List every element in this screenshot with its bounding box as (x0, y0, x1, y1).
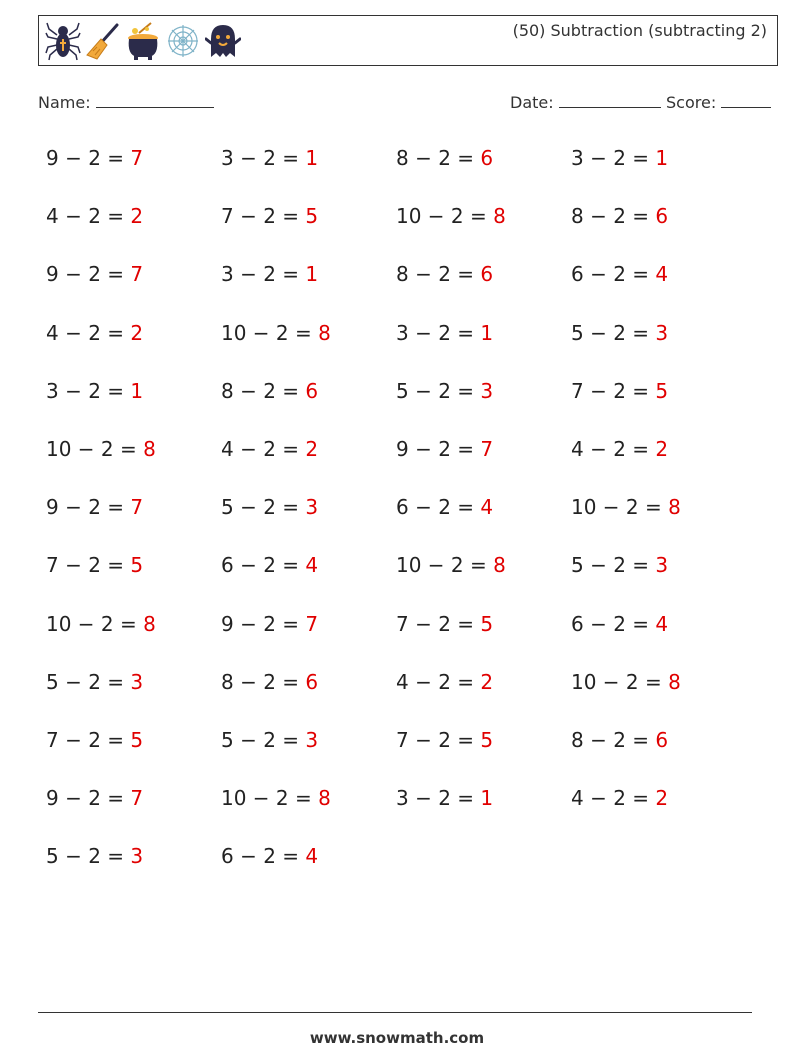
problem-item (46, 786, 143, 810)
problem-question: 10 − 2 = (396, 204, 487, 229)
problem-answer: 1 (480, 786, 494, 811)
problem-item (221, 321, 331, 345)
problem-question: 4 − 2 = (46, 204, 125, 229)
problem-question: 9 − 2 = (46, 495, 125, 520)
problem-question: 7 − 2 = (46, 553, 125, 578)
problem-question: 7 − 2 = (396, 728, 475, 752)
problem-answer: 6 (305, 669, 319, 694)
header-box (38, 15, 778, 66)
problem-answer: 4 (305, 844, 319, 869)
problem-question: 6 − 2 = (221, 553, 300, 578)
problem-question: 6 − 2 = (396, 495, 475, 520)
problem-answer: 6 (305, 378, 319, 403)
problem-answer: 1 (130, 378, 144, 403)
problem-item (396, 495, 493, 519)
problem-question: 3 − 2 = (221, 262, 300, 287)
name-field (38, 93, 214, 112)
problem-item (46, 321, 143, 345)
problem-item (221, 437, 318, 461)
spiderweb-icon (165, 21, 201, 61)
problem-item (221, 786, 331, 810)
problem-question: 9 − 2 = (396, 437, 475, 461)
problem-answer: 6 (480, 262, 494, 287)
problem-answer: 4 (655, 262, 669, 287)
problem-answer: 8 (668, 495, 681, 520)
problem-item (221, 495, 318, 519)
problem-item (571, 553, 668, 577)
score-field (666, 93, 771, 112)
problem-item (571, 146, 668, 170)
footer-divider (38, 1012, 752, 1013)
problem-question: 6 − 2 = (571, 262, 650, 287)
score-blank[interactable] (721, 93, 771, 108)
problem-question: 5 − 2 = (221, 728, 300, 752)
problem-item (396, 612, 493, 636)
problem-item (221, 612, 318, 636)
problem-answer: 1 (305, 262, 319, 287)
problem-item (571, 379, 668, 403)
problem-item (46, 437, 156, 461)
problem-answer: 8 (668, 669, 681, 694)
problem-item (221, 670, 318, 694)
problem-item (46, 146, 143, 170)
problem-question: 4 − 2 = (396, 669, 475, 694)
problem-question: 10 − 2 = (396, 553, 487, 578)
problem-answer: 8 (493, 553, 506, 578)
problem-answer: 2 (305, 437, 319, 461)
problem-item (571, 437, 668, 461)
problem-item (571, 786, 668, 810)
problem-answer: 3 (305, 728, 319, 752)
problem-item (571, 204, 668, 228)
problem-item (221, 379, 318, 403)
problem-answer: 3 (130, 844, 144, 869)
problem-item (221, 204, 318, 228)
problem-answer: 2 (655, 437, 669, 461)
broom-icon (85, 21, 121, 61)
date-blank[interactable] (559, 93, 661, 108)
problem-item (571, 612, 668, 636)
problem-item (46, 495, 143, 519)
problem-question: 10 − 2 = (571, 669, 662, 694)
problem-item (46, 553, 143, 577)
icon-strip (45, 21, 241, 61)
problem-answer: 7 (130, 495, 144, 520)
problem-item (46, 670, 143, 694)
problem-item (571, 262, 668, 286)
problem-question: 8 − 2 = (221, 669, 300, 694)
footer-url: www.snowmath.com (309, 1029, 485, 1047)
problem-answer: 5 (480, 611, 494, 636)
problem-item (571, 728, 668, 752)
problem-answer: 3 (130, 669, 144, 694)
problem-item (571, 670, 681, 694)
score-label: Score: (666, 93, 717, 112)
problem-answer: 8 (318, 786, 331, 811)
problem-question: 9 − 2 = (46, 786, 125, 811)
problem-question: 7 − 2 = (46, 728, 125, 752)
problem-question: 4 − 2 = (221, 437, 300, 461)
problem-question: 3 − 2 = (396, 320, 475, 345)
problem-question: 8 − 2 = (571, 728, 650, 752)
problem-item (396, 379, 493, 403)
name-blank[interactable] (96, 93, 214, 108)
problem-item (46, 204, 143, 228)
problem-item (221, 262, 318, 286)
problem-item (571, 495, 681, 519)
worksheet-title: (50) Subtraction (subtracting 2) (512, 21, 767, 40)
problem-question: 5 − 2 = (571, 320, 650, 345)
problem-item (396, 786, 493, 810)
problem-question: 5 − 2 = (46, 669, 125, 694)
problem-answer: 4 (305, 553, 319, 578)
problem-answer: 2 (130, 320, 144, 345)
problem-answer: 6 (655, 728, 669, 752)
problem-question: 5 − 2 = (221, 495, 300, 520)
problem-question: 10 − 2 = (221, 786, 312, 811)
problem-answer: 6 (655, 204, 669, 229)
problem-question: 3 − 2 = (396, 786, 475, 811)
problem-item (396, 728, 493, 752)
problem-answer: 7 (130, 146, 144, 170)
cauldron-icon (125, 21, 161, 61)
problem-item (396, 321, 493, 345)
problem-question: 5 − 2 = (396, 378, 475, 403)
problem-question: 8 − 2 = (221, 378, 300, 403)
problem-question: 8 − 2 = (571, 204, 650, 229)
problem-question: 7 − 2 = (221, 204, 300, 229)
problem-answer: 5 (130, 728, 144, 752)
problem-question: 9 − 2 = (221, 611, 300, 636)
problem-answer: 6 (480, 146, 494, 170)
problem-answer: 1 (480, 320, 494, 345)
problem-item (221, 844, 318, 868)
problem-answer: 8 (318, 320, 331, 345)
problem-item (221, 553, 318, 577)
problem-answer: 1 (305, 146, 319, 170)
problem-question: 5 − 2 = (46, 844, 125, 869)
problem-item (46, 262, 143, 286)
problem-question: 6 − 2 = (571, 611, 650, 636)
spider-icon (45, 21, 81, 61)
problem-question: 3 − 2 = (221, 146, 300, 170)
problem-item (221, 146, 318, 170)
problem-item (46, 844, 143, 868)
problem-question: 7 − 2 = (396, 611, 475, 636)
problem-answer: 7 (130, 262, 144, 287)
problem-item (46, 612, 156, 636)
problem-item (396, 670, 493, 694)
problem-answer: 3 (305, 495, 319, 520)
problem-answer: 5 (130, 553, 144, 578)
problem-question: 4 − 2 = (46, 320, 125, 345)
problem-answer: 2 (480, 669, 494, 694)
name-label: Name: (38, 93, 91, 112)
problem-answer: 7 (305, 611, 319, 636)
ghost-icon (205, 21, 241, 61)
problem-answer: 3 (655, 553, 669, 578)
problem-answer: 2 (655, 786, 669, 811)
problem-answer: 2 (130, 204, 144, 229)
problem-question: 6 − 2 = (221, 844, 300, 869)
problem-answer: 8 (143, 437, 156, 461)
problem-item (221, 728, 318, 752)
problem-answer: 8 (143, 611, 156, 636)
problem-item (571, 321, 668, 345)
problem-item (46, 728, 143, 752)
date-field (510, 93, 661, 112)
problem-question: 4 − 2 = (571, 786, 650, 811)
problem-question: 3 − 2 = (46, 378, 125, 403)
problem-answer: 3 (655, 320, 669, 345)
problem-item (46, 379, 143, 403)
problem-item (396, 146, 493, 170)
problem-answer: 1 (655, 146, 669, 170)
problem-question: 4 − 2 = (571, 437, 650, 461)
problem-answer: 5 (305, 204, 319, 229)
problem-answer: 5 (655, 378, 669, 403)
problem-question: 7 − 2 = (571, 378, 650, 403)
problem-answer: 7 (130, 786, 144, 811)
date-label: Date: (510, 93, 554, 112)
problem-question: 5 − 2 = (571, 553, 650, 578)
problem-item (396, 553, 506, 577)
problem-item (396, 437, 493, 461)
problem-answer: 3 (480, 378, 494, 403)
problem-answer: 7 (480, 437, 494, 461)
problem-answer: 4 (480, 495, 494, 520)
problem-answer: 4 (655, 611, 669, 636)
problem-question: 10 − 2 = (221, 320, 312, 345)
problem-answer: 8 (493, 204, 506, 229)
problem-item (396, 204, 506, 228)
problem-answer: 5 (480, 728, 494, 752)
problem-question: 9 − 2 = (46, 146, 125, 170)
problem-question: 9 − 2 = (46, 262, 125, 287)
problem-question: 3 − 2 = (571, 146, 650, 170)
problem-question: 8 − 2 = (396, 262, 475, 287)
problem-question: 10 − 2 = (46, 437, 137, 461)
problem-question: 8 − 2 = (396, 146, 475, 170)
problem-item (396, 262, 493, 286)
problem-question: 10 − 2 = (46, 611, 137, 636)
problem-question: 10 − 2 = (571, 495, 662, 520)
